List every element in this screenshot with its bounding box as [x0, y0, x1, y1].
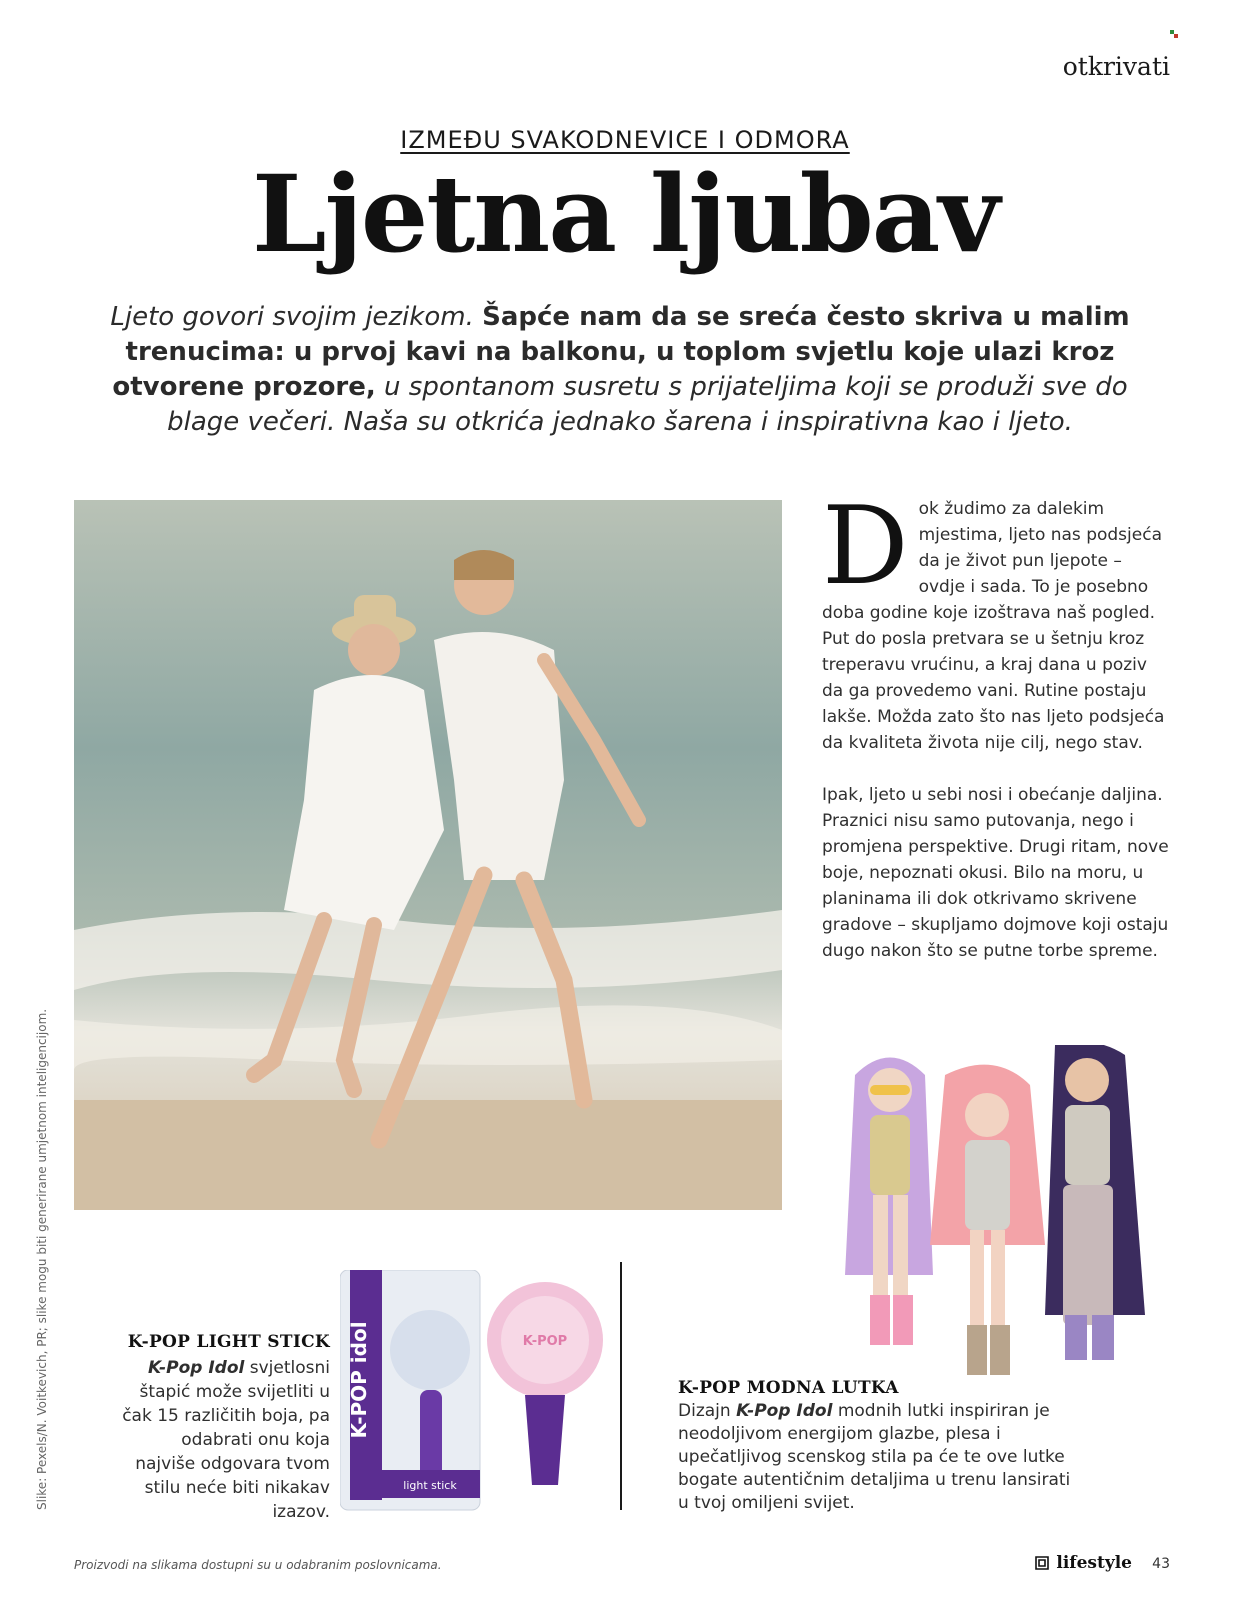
section-tag: otkrivati: [1062, 52, 1170, 81]
package-brand-text: K-POP idol: [347, 1321, 371, 1439]
paragraph-2: Ipak, ljeto u sebi nosi i obećanje daljina. Praznici nisu samo putovanja, nego i promjena perspektive. Drugi ritam, nove boje, nepoznati okusi. Bilo na moru, u planinama ili dok otkrivamo skrivene gradove – skupljamo dojmove koji ostaju dugo nakon što se putne torbe spreme.: [822, 785, 1169, 961]
article-body: [822, 484, 1170, 990]
page-number: 43: [1152, 1556, 1170, 1572]
footer-note: Proizvodi na slikama dostupni su u odabranim poslovnicama.: [74, 1558, 442, 1572]
lightstick-product-photo: [340, 1270, 608, 1515]
article-kicker: IZMEĐU SVAKODNEVICE I ODMORA: [400, 126, 850, 154]
drop-cap: D: [822, 484, 909, 609]
column-divider: [620, 1262, 622, 1510]
footer-brand-label: lifestyle: [1056, 1553, 1132, 1573]
doll-title: K-POP MODNA LUTKA: [678, 1378, 899, 1398]
doll-description: Dizajn K-Pop Idol modnih lutki inspiriran je neodoljivom energijom glazbe, plesa i upečatljivog scenskog stila pa će te ove lutke bogate autentičnim detaljima u trenu lansirati u tvoj omiljeni svijet.: [678, 1401, 1071, 1513]
article-lead: [90, 300, 1150, 440]
article-title: Ljetna ljubav: [251, 151, 999, 276]
footer-brand: [1034, 1553, 1132, 1573]
lightstick-title: K-POP LIGHT STICK: [127, 1332, 330, 1352]
globe-text: K-POP: [522, 1334, 568, 1349]
lightstick-description: K-Pop Idol svjetlosni štapić može svijetliti u čak 15 različitih boja, pa odabrati onu koja najviše odgovara tvom stilu neće biti nikakav izazov.: [122, 1358, 330, 1522]
lead-rest: u spontanom susretu s prijateljima koji se produži sve do blage večeri. Naša su otkrića jednako šarena i inspirativna kao i ljeto.: [167, 372, 1128, 437]
photo-credit: Slike: Pexels/N. Voitkevich, PR; slike mogu biti generirane umjetnom inteligencijom.: [35, 1008, 49, 1510]
kpop-dolls-photo: [815, 1045, 1190, 1390]
package-label-text: light stick: [403, 1479, 457, 1492]
corner-mark-icon: [1170, 30, 1178, 38]
lifestyle-logo-icon: [1034, 1555, 1050, 1571]
paragraph-1: Dok žudimo za dalekim mjestima, ljeto nas podsjeća da je život pun ljepote – ovdje i sada. To je posebno doba godine koje izoštrava naš pogled. Put do posla pretvara se u šetnju kroz treperavu vrućinu, a kraj dana u poziv da ga provedemo vani. Rutine postaju lakše. Možda zato što nas ljeto podsjeća da kvaliteta života nije cilj, nego stav.: [822, 484, 1165, 753]
lead-bold: Šapće nam da se sreća često skriva u malim trenucima: u prvoj kavi na balkonu, u toplom svjetlu koje ulazi kroz otvorene prozore,: [112, 302, 1130, 402]
lead-intro: Ljeto govori svojim jezikom.: [110, 302, 474, 332]
hero-photo: [74, 500, 782, 1210]
